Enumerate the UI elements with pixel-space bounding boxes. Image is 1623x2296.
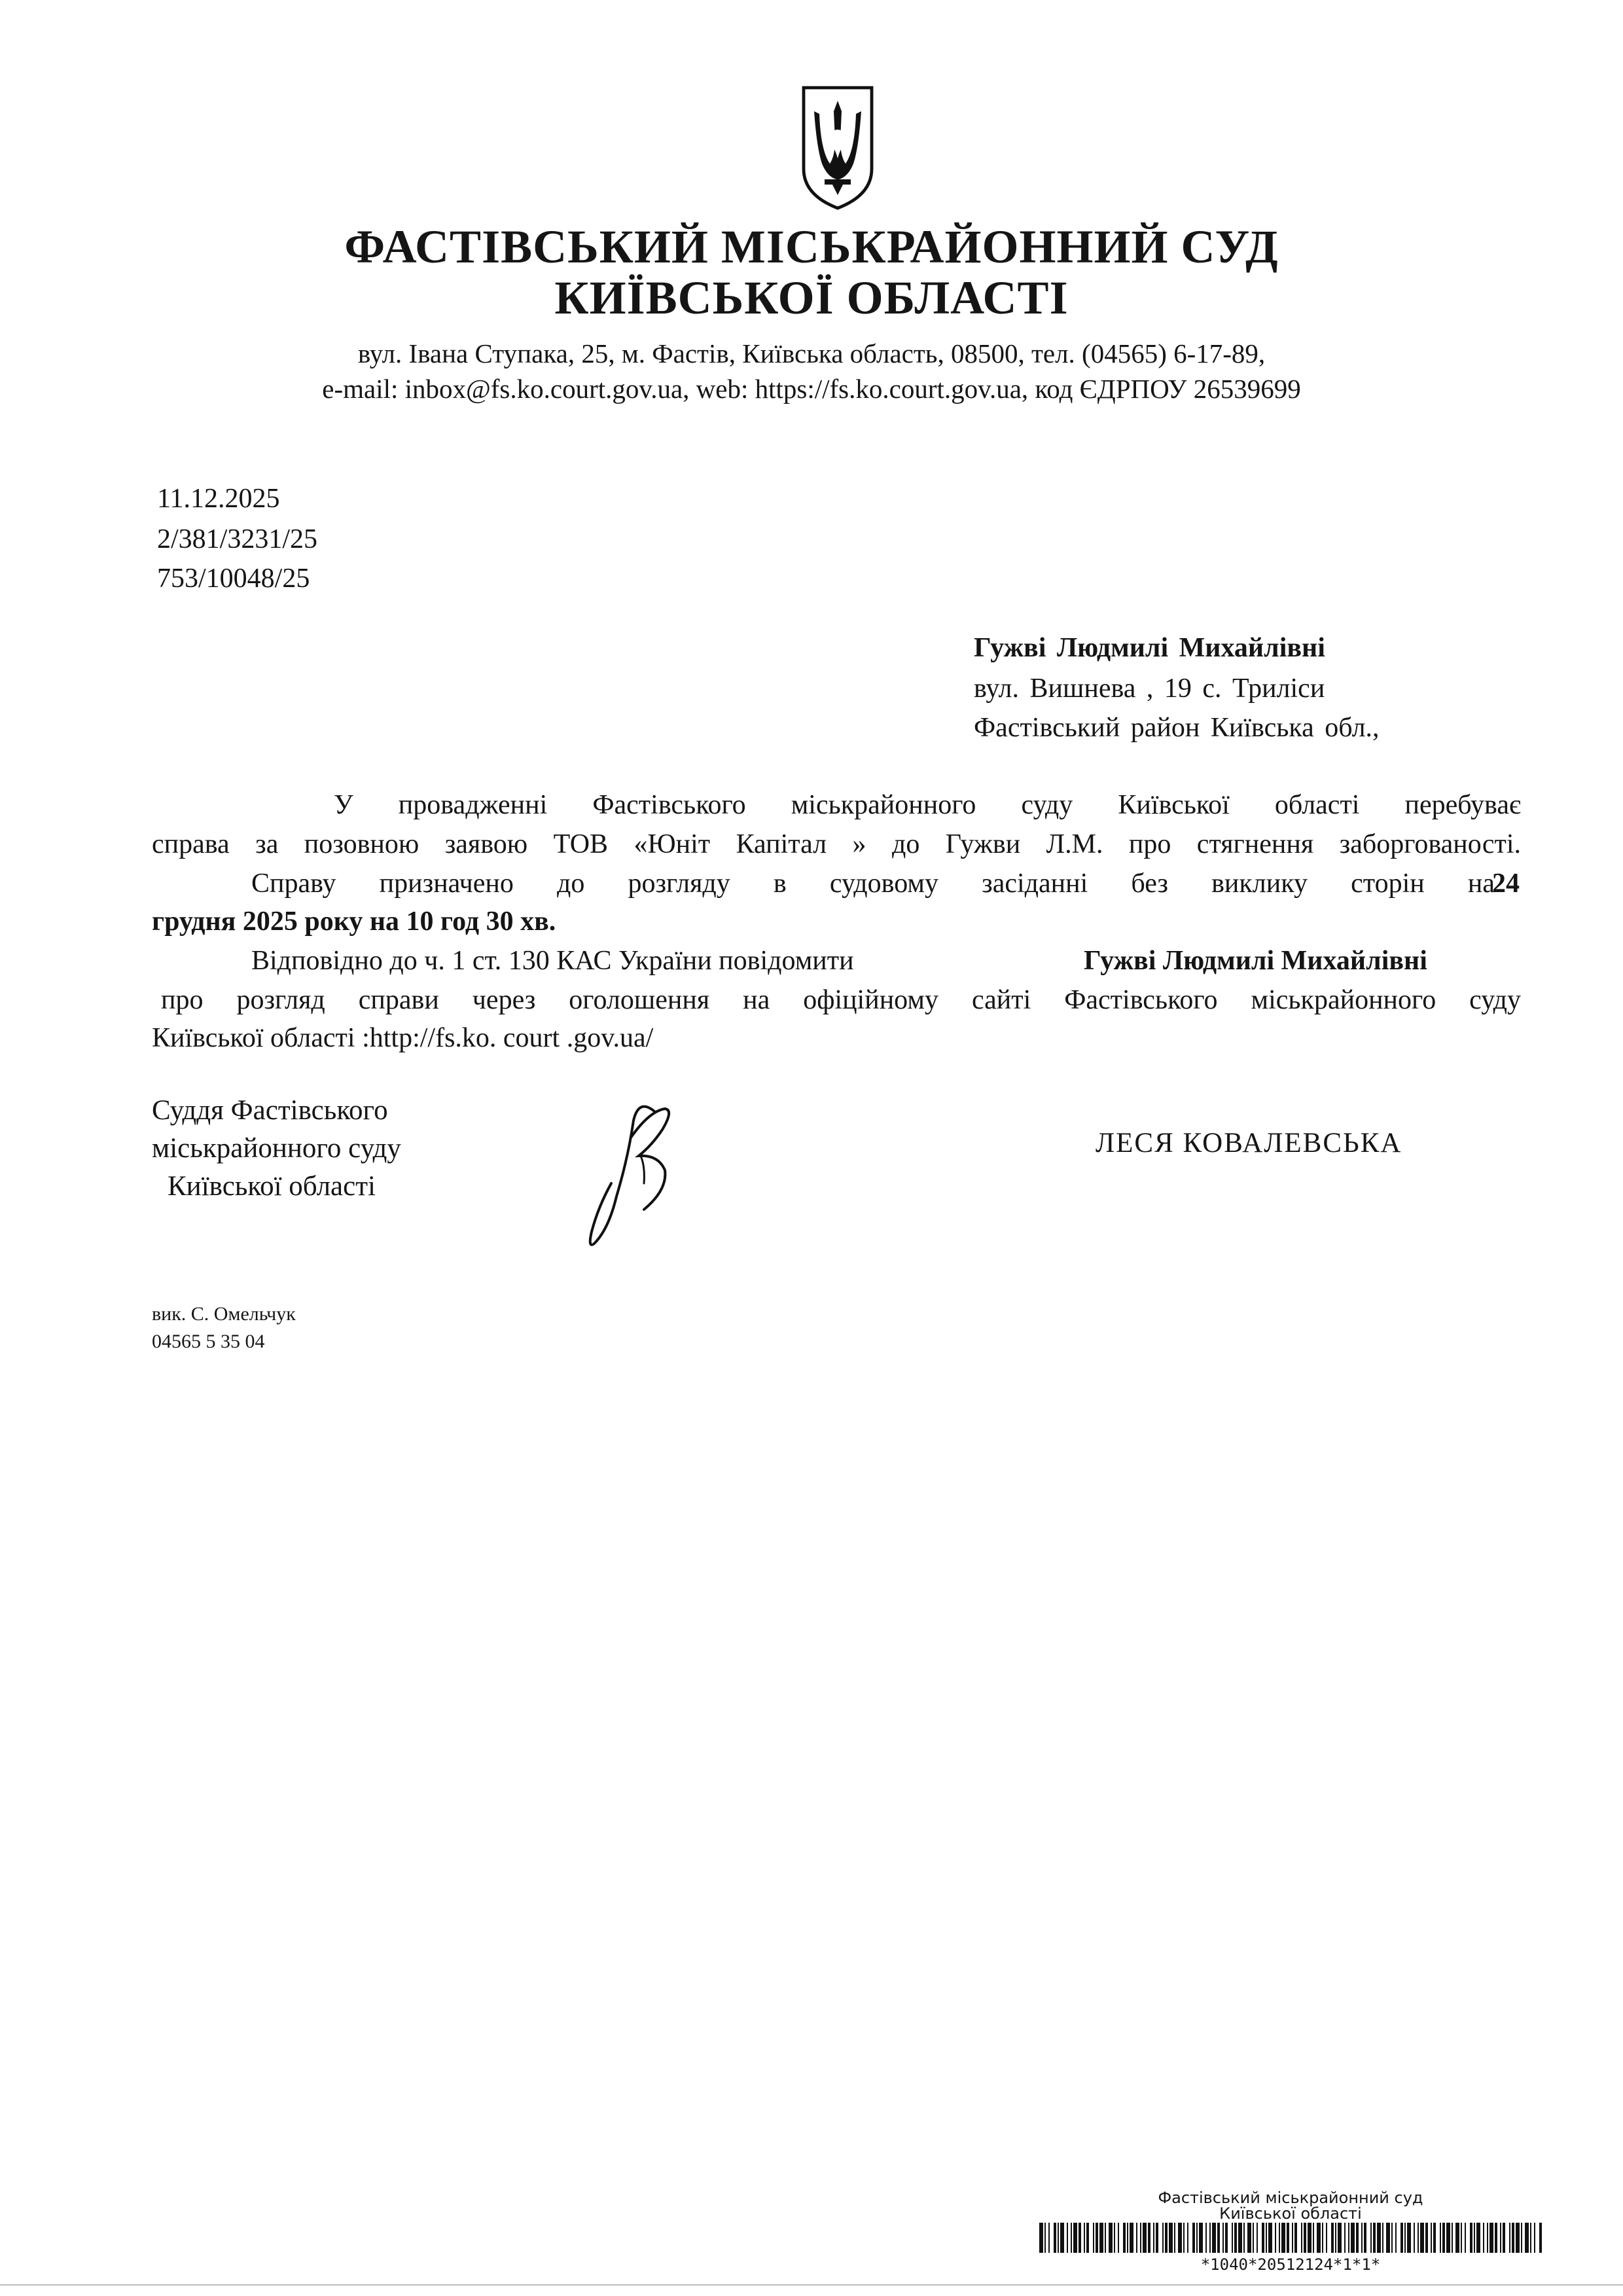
executor-name: вик. С. Омельчук bbox=[152, 1303, 296, 1325]
paragraph-3-line-2: про розгляд справи через оголошення на офіційному сайті Фастівського міськрайонного суду bbox=[161, 985, 1521, 1015]
paragraph-2-line-1: Справу призначено до розгляду в судовому засіданні без виклику сторін на bbox=[251, 869, 1495, 899]
case-number: 753/10048/25 bbox=[157, 564, 310, 594]
addressee-street: вул. Вишнева , 19 с. Триліси bbox=[974, 673, 1325, 704]
addressee-district: Фастівський район Київська обл., bbox=[974, 713, 1380, 743]
executor-phone: 04565 5 35 04 bbox=[152, 1331, 265, 1352]
court-name-line1: ФАСТІВСЬКИЙ МІСЬКРАЙОННИЙ СУД bbox=[344, 221, 1279, 273]
court-contact-line2: e-mail: inbox@fs.ko.court.gov.ua, web: https://fs.ko.court.gov.ua, код ЄДРПОУ 26539699 bbox=[322, 374, 1301, 404]
paragraph-3-line-1: Відповідно до ч. 1 ст. 130 КАС України повідомити bbox=[251, 946, 854, 976]
paragraph-1-line-1: У провадженні Фастівського міськрайонного суду Київської області перебуває bbox=[334, 790, 1521, 820]
barcode-number: *1040*20512124*1*1* bbox=[1200, 2255, 1381, 2274]
hearing-day: 24 bbox=[1492, 869, 1520, 899]
paragraph-1-line-2: справа за позовною заявою ТОВ «Юніт Капітал » до Гужви Л.М. про стягнення заборгованості. bbox=[152, 829, 1521, 859]
footer-divider bbox=[0, 2284, 1623, 2286]
judge-name: ЛЕСЯ КОВАЛЕВСЬКА bbox=[1096, 1128, 1402, 1158]
stamp-region: Київської області bbox=[1219, 2204, 1362, 2223]
stamp-court-name: Фастівський міськрайонний суд bbox=[1158, 2189, 1423, 2207]
judge-position-line2: міськрайонного суду bbox=[152, 1133, 401, 1164]
paragraph-3-line-3: Київської області :http://fs.ko. court .gov.ua/ bbox=[152, 1023, 654, 1053]
document-date: 11.12.2025 bbox=[157, 484, 280, 514]
ukraine-trident-crest-icon bbox=[796, 82, 880, 213]
addressee-name: Гужві Людмилі Михайлівні bbox=[974, 633, 1325, 663]
court-contact-line1: вул. Івана Ступака, 25, м. Фастів, Київська область, 08500, тел. (04565) 6-17-89, bbox=[357, 338, 1266, 368]
judge-position-line3: Київської області bbox=[168, 1171, 376, 1202]
court-name-line2: КИЇВСЬКОЇ ОБЛАСТІ bbox=[554, 272, 1069, 324]
hearing-date-time: грудня 2025 року на 10 год 30 хв. bbox=[152, 906, 556, 937]
handwritten-signature-icon bbox=[576, 1092, 707, 1262]
outgoing-number: 2/381/3231/25 bbox=[157, 524, 318, 554]
judge-position-line1: Суддя Фастівського bbox=[152, 1095, 388, 1126]
registration-stamp bbox=[1042, 2190, 1539, 2221]
barcode-icon bbox=[1039, 2223, 1542, 2253]
notified-person: Гужві Людмилі Михайлівні bbox=[1084, 946, 1427, 976]
